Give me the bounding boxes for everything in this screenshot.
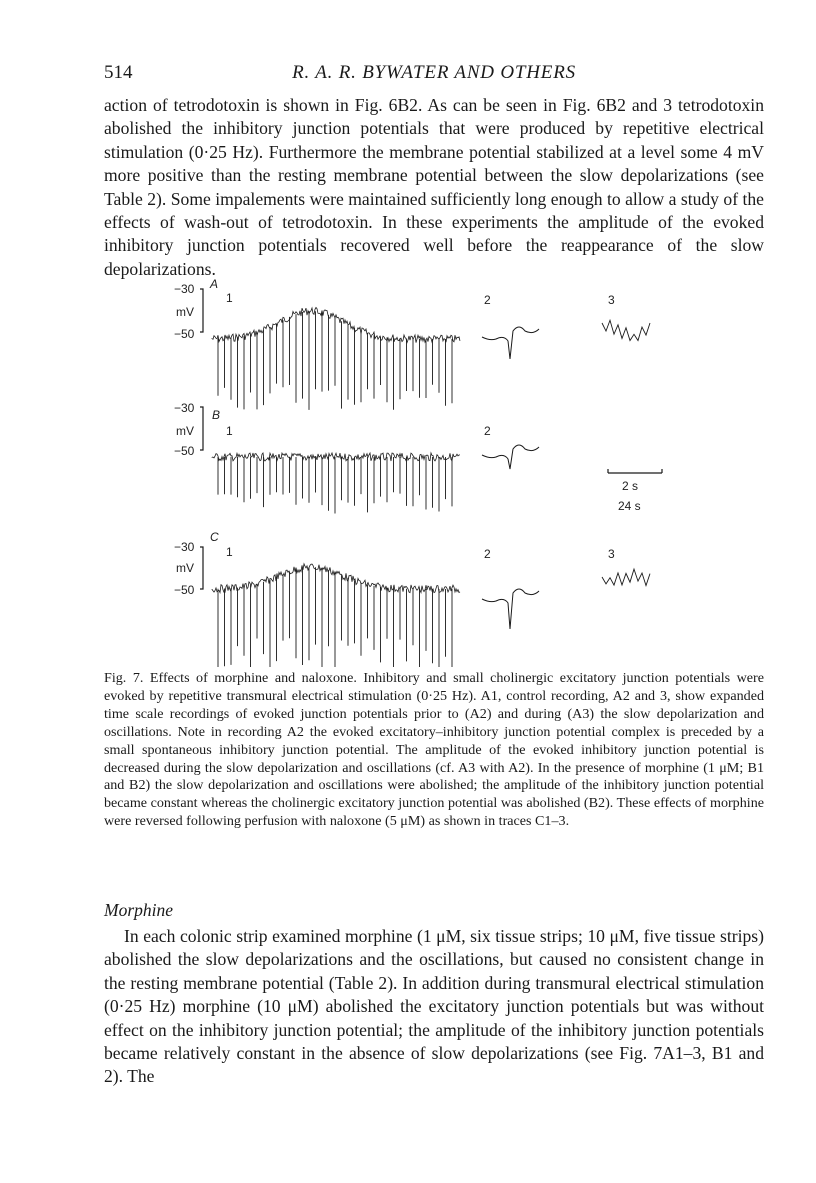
panel-a-label-3: 3 [608,293,615,307]
panel-b-unit: mV [176,424,194,438]
panel-a-bottom-value: −50 [174,327,195,341]
calibration-bar [200,547,203,589]
panel-b-expanded-trace [482,445,539,469]
panel-c-bottom-value: −50 [174,583,195,597]
panel-c-label-3: 3 [608,547,615,561]
panel-a-trace [212,308,460,343]
panel-c-top-value: −30 [174,540,195,554]
page-number: 514 [104,62,133,83]
panel-c-expanded-trace [482,589,539,629]
panel-a-top-value: −30 [174,282,195,296]
paragraph-text: In each colonic strip examined morphine (1 μM, six tissue strips; 10 μM, five tissue strips) abolished the slow depolarizations and the oscillations, but caused no consistent change in the resting membrane potential (Table 2). In addition during transmural electrical stimulation (0·25 Hz) morphine (10 μM) abolished the excitatory junction potentials but was without effect on the inhibitory junction potential; the amplitude of the inhibitory junction potentials became relatively constant in the absence of slow depolarizations (see Fig. 7A1–3, B1 and 2). The [104,926,764,1087]
scale-bar-label-fast: 2 s [622,479,639,493]
paragraph-text: action of tetrodotoxin is shown in Fig. 6B2. As can be seen in Fig. 6B2 and 3 tetrodotoxin abolished the inhibitory junction potentials that were produced by repetitive electrical stimulation (0·25 Hz). Furthermore the membrane potential stabilized at a level some 4 mV more positive than the resting membrane potential between the slow depolarizations (see Table 2). Some impalements were maintained sufficiently long enough to allow a study of the effects of wash-out of tetrodotoxin. In these experiments the amplitude of the evoked inhibitory junction potentials recovered well before the reappearance of the slow depolarizations. [104,95,764,279]
figure-caption: Fig. 7. Effects of morphine and naloxone. Inhibitory and small cholinergic excitatory junction potentials were evoked by repetitive transmural electrical stimulation (0·25 Hz). A1, control recording, A2 and 3, show expanded time scale recordings of evoked junction potentials prior to (A2) and during (A3) the slow depolarization and oscillations. Note in recording A2 the evoked excitatory–inhibitory junction potential complex is preceded by a small spontaneous inhibitory junction potential. The amplitude of the evoked inhibitory junction potential is decreased during the slow depolarization and oscillations (cf. A3 with A2). In the presence of morphine (1 μM; B1 and B2) the slow depolarization and oscillations were abolished; the amplitude of the inhibitory junction potential became constant whereas the cholinergic excitatory junction potential was abolished (B2). These effects of morphine were reversed following perfusion with naloxone (5 μM) as shown in traces C1–3. [104,670,764,830]
running-head: R. A. R. BYWATER AND OTHERS [292,62,576,83]
panel-c-unit: mV [176,561,194,575]
panel-c-letter: C [210,530,219,544]
panel-c-oscillation-trace [602,569,650,585]
panel-b-label-2: 2 [484,424,491,438]
panel-a-unit: mV [176,305,194,319]
body-paragraph-morphine [104,925,764,1089]
panel-b-letter: B [212,408,221,422]
scale-bar [608,469,662,473]
panel-b-trace [212,453,460,461]
body-paragraph-top [104,94,764,281]
page-header [104,62,764,92]
scale-bar-label-slow: 24 s [618,499,641,513]
panel-b-top-value: −30 [174,401,195,415]
panel-c-label-2: 2 [484,547,491,561]
figure-7 [160,277,720,667]
panel-c-label-1: 1 [226,545,233,559]
panel-a-expanded-trace [482,327,539,359]
panel-b-label-1: 1 [226,424,233,438]
panel-c-trace [212,564,460,593]
section-heading: Morphine [104,900,174,920]
figure-traces [160,277,720,667]
calibration-bar [200,407,203,450]
panel-a-label-2: 2 [484,293,491,307]
panel-a-oscillation-trace [602,320,650,340]
calibration-bar [200,289,203,332]
panel-a-letter: A [210,277,219,291]
panel-b-bottom-value: −50 [174,444,195,458]
panel-a-label-1: 1 [226,291,233,305]
